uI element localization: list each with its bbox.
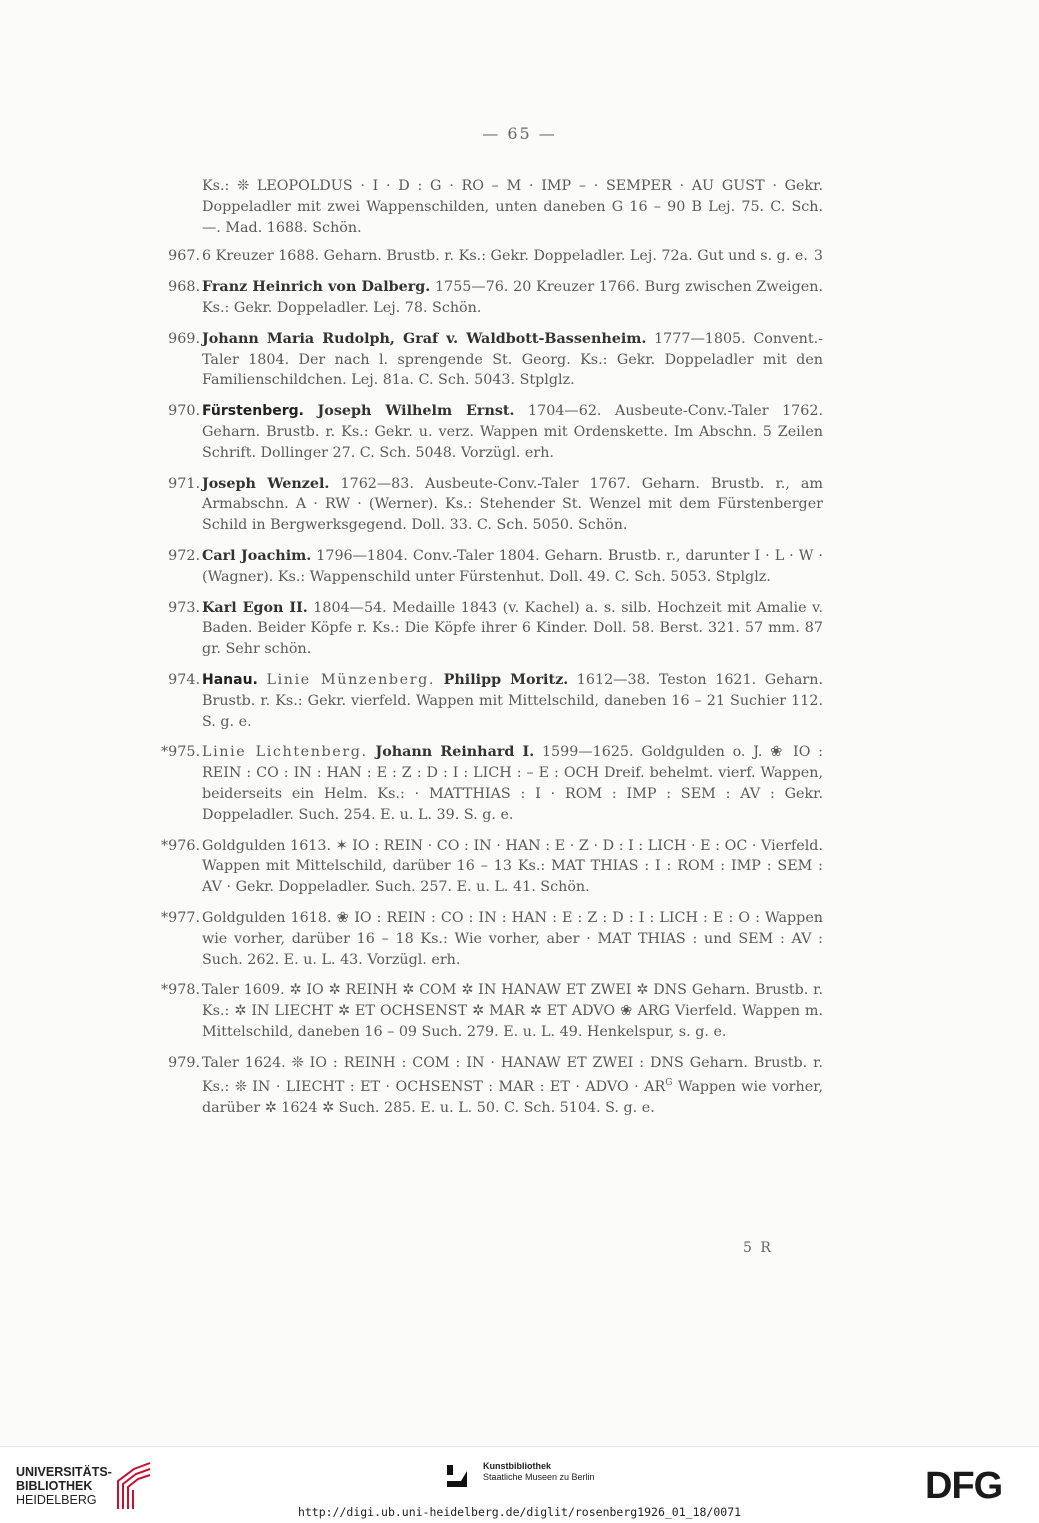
entry-text: 1755—76. 20 Kreuzer 1766. Burg zwischen Zweigen. Ks.: Gekr. Doppeladler. Lej. 78. Schön. bbox=[202, 279, 823, 316]
catalogue-entry bbox=[143, 980, 823, 1042]
entry-text: 1762—83. Ausbeute-Conv.-Taler 1767. Geharn. Brustb. r., am Armabschn. A · RW · (Werner). Ks.: Stehender St. Wenzel mit dem Fürstenberger Schild in Bergwerksgegend. Doll. 33. C. Sch. 5050. Schön. bbox=[202, 475, 823, 534]
ub-line-1: UNIVERSITÄTS- bbox=[16, 1465, 112, 1479]
entry-number: 967. bbox=[168, 248, 200, 265]
catalogue-entry bbox=[143, 670, 823, 732]
ub-line-3: HEIDELBERG bbox=[16, 1493, 97, 1507]
entry-text: Taler 1624. ❊ IO : REINH : COM : IN · HANAW ET ZWEI : DNS Geharn. Brustb. r. Ks.: ❊ IN · LIECHT : ET · OCHSENST : MAR : ET · ADVO · AR bbox=[202, 1054, 823, 1096]
catalogue-entry bbox=[143, 401, 823, 463]
entry-text: Linie Lichtenberg. bbox=[202, 744, 368, 761]
ub-heidelberg-text bbox=[16, 1465, 112, 1507]
entry-text: 1704—62. Ausbeute-Conv.-Taler 1762. Geharn. Brustb. r. Ks.: Gekr. u. verz. Wappen mit Ordenskette. Im Abschn. 5 Zeilen Schrift. Dollinger 27. C. Sch. 5048. Vorzügl. erh. bbox=[202, 403, 824, 461]
kunstbibliothek-logo[interactable] bbox=[441, 1457, 621, 1497]
catalogue-entry bbox=[143, 546, 823, 588]
entry-heading: Franz Heinrich von Dalberg. bbox=[202, 279, 431, 296]
entry-text: Wappen wie vorher, darüber ✲ 1624 ✲ Such. 285. E. u. L. 50. C. Sch. 5104. S. g. e. bbox=[202, 1079, 823, 1117]
entry-number: *978. bbox=[161, 982, 200, 999]
entry-text: 1599—1625. Goldgulden o. J. ❀ IO : REIN : CO : IN : HAN : E : Z : D : I : LICH : – E : OCH Dreif. behelmt. vierf. Wappen, beiderseits ein Helm. Ks.: · MATTHIAS : I · ROM : IMP : SEM : AV : Gekr. Doppeladler. Such. 254. E. u. L. 39. S. g. e. bbox=[202, 744, 823, 823]
catalogue-entry bbox=[143, 908, 823, 970]
entry-number: *977. bbox=[161, 909, 200, 926]
entry-number: 979. bbox=[168, 1054, 200, 1071]
entry-text bbox=[435, 672, 444, 688]
entry-text: Ks.: ❊ LEOPOLDUS · I · D : G · RO – M · IMP – · SEMPER · AU GUST · Gekr. Doppeladler mit zwei Wappenschilden, unten daneben G 16 – 90 B Lej. 75. C. Sch. —. Mad. 1688. Schön. bbox=[202, 178, 823, 236]
entry-heading: Johann Maria Rudolph, Graf v. Waldbott-Bassenheim. bbox=[202, 330, 647, 347]
catalogue-entry bbox=[143, 277, 823, 319]
entry-text: Goldgulden 1613. ✶ IO : REIN · CO : IN · HAN : E · Z · D : I : LICH · E : OC · Vierfeld. Wappen mit Mittelschild, darüber 16 – 13 Ks.: MAT THIAS : I : ROM : IMP : SEM : AV · Gekr. Doppeladler. Such. 257. E. u. L. 41. Schön. bbox=[202, 837, 823, 896]
catalogue-entry bbox=[143, 246, 823, 267]
entry-heading: Johann Reinhard I. bbox=[375, 744, 535, 761]
entry-text bbox=[304, 403, 318, 419]
permalink-url[interactable]: http://digi.ub.uni-heidelberg.de/diglit/rosenberg1926_01_18/0071 bbox=[297, 1505, 742, 1519]
ub-line-2: BIBLIOTHEK bbox=[16, 1479, 93, 1493]
entry-number: *976. bbox=[161, 837, 200, 854]
catalogue-entry bbox=[143, 598, 823, 660]
catalogue-entry bbox=[143, 1053, 823, 1119]
kunstbibliothek-mark-icon bbox=[441, 1459, 473, 1491]
entry-heading: Joseph Wenzel. bbox=[202, 475, 330, 492]
entry-text bbox=[258, 672, 267, 688]
entry-heading: Joseph Wilhelm Ernst. bbox=[317, 403, 515, 420]
entry-number: 972. bbox=[168, 547, 200, 564]
entry-number: 969. bbox=[168, 330, 200, 347]
entry-text: 1796—1804. Conv.-Taler 1804. Geharn. Brustb. r., darunter I · L · W · (Wagner). Ks.: Wappenschild unter Fürstenhut. Doll. 49. C. Sch. 5053. Stplglz. bbox=[202, 547, 823, 585]
entry-heading: Fürstenberg. bbox=[202, 403, 304, 420]
entry-text: 1777—1805. Convent.-Taler 1804. Der nach l. sprengende St. Georg. Ks.: Gekr. Doppeladler mit den Familienschildchen. Lej. 81a. C. Sch. 5043. Stplglz. bbox=[202, 330, 823, 389]
entry-text: 6 Kreuzer 1688. Geharn. Brustb. r. Ks.: Gekr. Doppeladler. Lej. 72a. Gut und s. g. e. bbox=[202, 248, 808, 265]
entry-text: Linie Münzenberg. bbox=[266, 671, 436, 688]
entry-text: 1804—54. Medaille 1843 (v. Kachel) a. s. silb. Hochzeit mit Amalie v. Baden. Beider Köpfe r. Ks.: Die Köpfe ihrer 6 Kinder. Doll. 58. Berst. 321. 57 mm. 87 gr. Sehr schön. bbox=[202, 599, 823, 658]
entry-text: 1612—38. Teston 1621. Geharn. Brustb. r. Ks.: Gekr. vierfeld. Wappen mit Mittelschild, daneben 16 – 21 Suchier 112. S. g. e. bbox=[202, 671, 823, 730]
kunstbibliothek-text bbox=[483, 1461, 595, 1483]
entry-text: Goldgulden 1618. ❀ IO : REIN : CO : IN : HAN : E : Z : D : I : LICH : E : O : Wappen wie vorher, darüber 16 – 18 Ks.: Wie vorher, aber · MAT THIAS : und SEM : AV : Such. 262. E. u. L. 43. Vorzügl. erh. bbox=[202, 909, 823, 968]
kb-line-1: Kunstbibliothek bbox=[483, 1461, 551, 1471]
entry-number: 974. bbox=[168, 671, 200, 688]
signature-mark: 5 R bbox=[743, 1240, 773, 1256]
footer-bar bbox=[0, 1446, 1039, 1523]
catalogue-entries bbox=[143, 176, 823, 1129]
kb-line-2: Staatliche Museen zu Berlin bbox=[483, 1472, 595, 1482]
entry-text: 3 bbox=[813, 248, 823, 265]
entry-number: 973. bbox=[168, 599, 200, 616]
entry-number: 970. bbox=[168, 403, 200, 420]
entry-heading: Carl Joachim. bbox=[202, 547, 312, 564]
ub-mark-icon bbox=[114, 1461, 154, 1511]
entry-text: G bbox=[665, 1078, 673, 1089]
entry-heading: Philipp Moritz. bbox=[443, 671, 569, 688]
catalogue-entry bbox=[143, 836, 823, 898]
catalogue-entry bbox=[143, 176, 823, 238]
entry-text: Taler 1609. ✲ IO ✲ REINH ✲ COM ✲ IN HANAW ET ZWEI ✲ DNS Geharn. Brustb. r. Ks.: ✲ IN LIECHT ✲ ET OCHSENST ✲ MAR ✲ ET ADVO ❀ ARG Vierfeld. Wappen m. Mittelschild, daneben 16 – 09 Such. 279. E. u. L. 49. Henkelspur, s. g. e. bbox=[202, 982, 823, 1040]
entry-number: 968. bbox=[168, 279, 200, 296]
entry-number: *975. bbox=[161, 744, 200, 761]
catalogue-entry bbox=[143, 474, 823, 536]
entry-number: 971. bbox=[168, 475, 200, 492]
entry-heading: Hanau. bbox=[202, 671, 258, 688]
catalogue-entry bbox=[143, 329, 823, 391]
entry-heading: Karl Egon II. bbox=[202, 599, 308, 616]
catalogue-entry bbox=[143, 742, 823, 825]
dfg-logo[interactable]: DFG bbox=[925, 1465, 1003, 1507]
page-number: — 65 — bbox=[482, 124, 557, 143]
